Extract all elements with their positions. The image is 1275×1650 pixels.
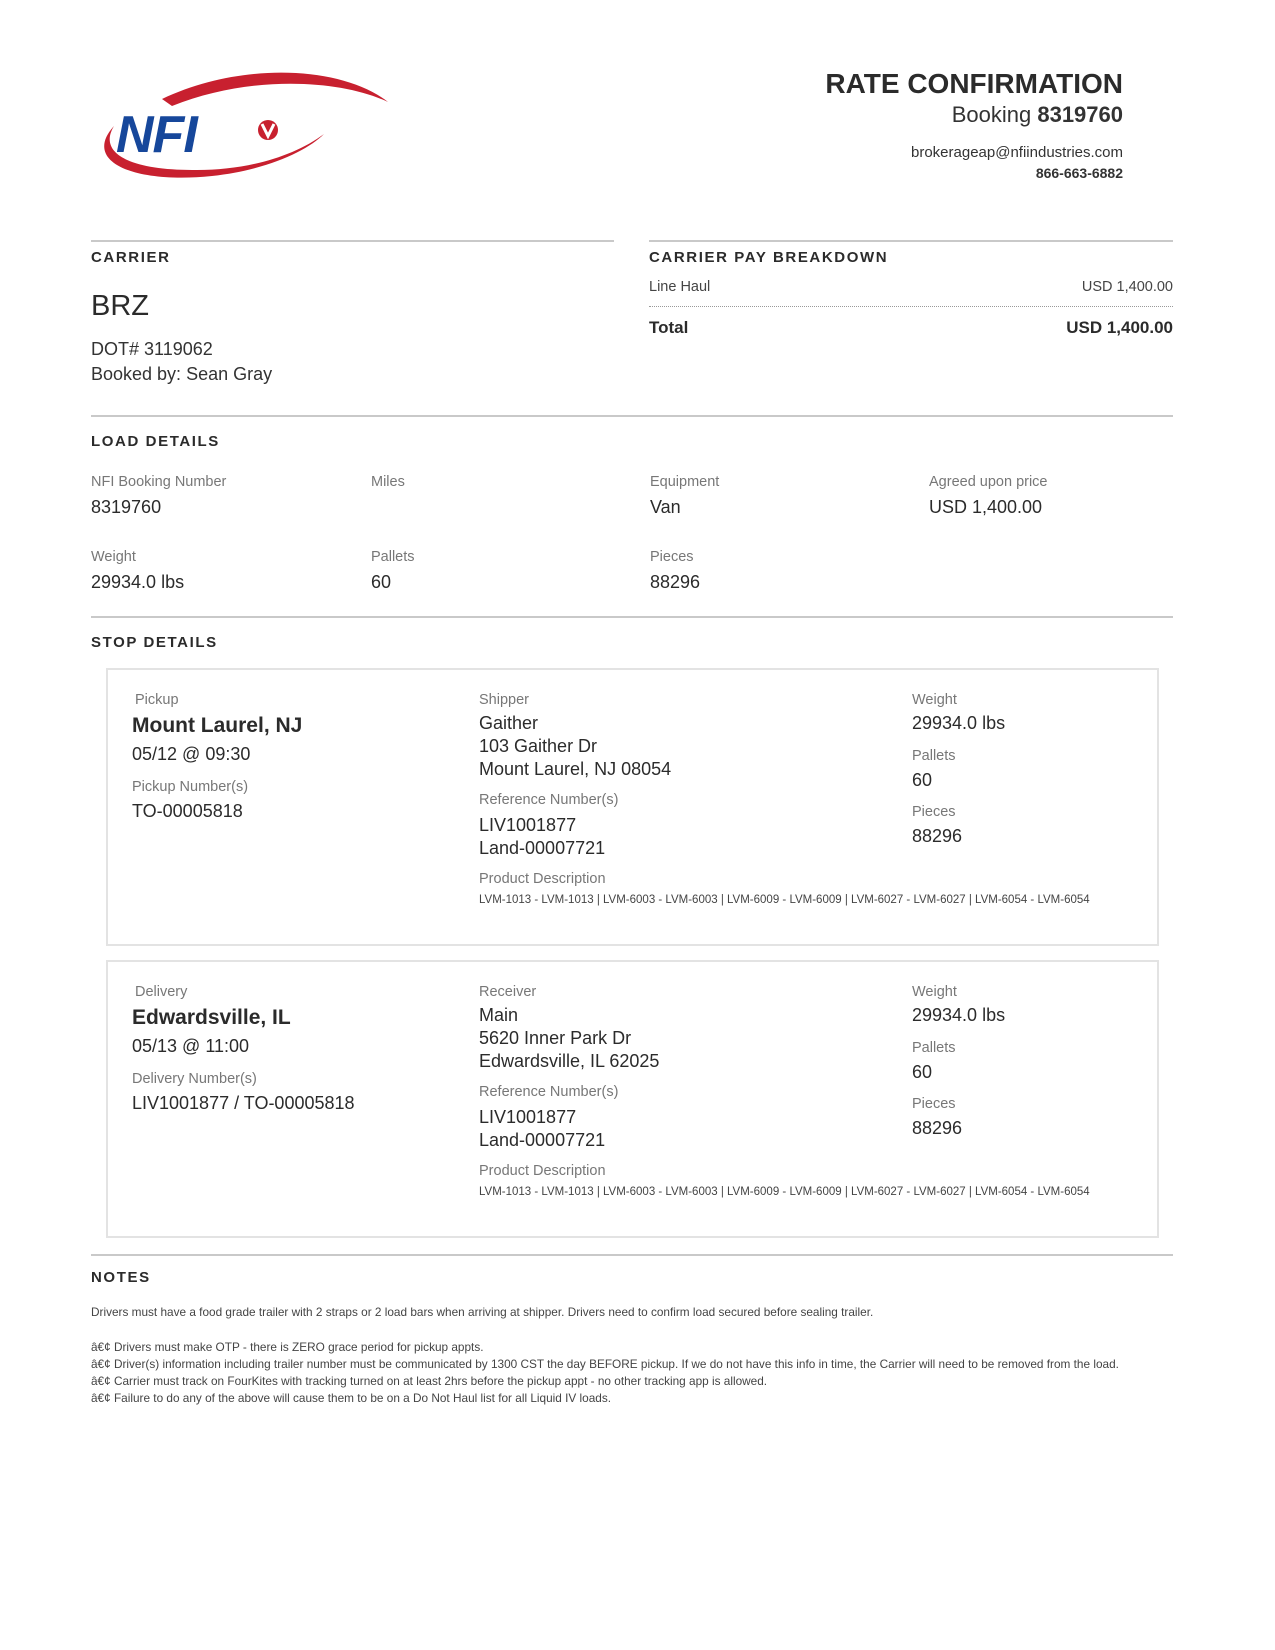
notes-section-title: NOTES — [91, 1269, 151, 1286]
contact-email[interactable]: brokerageap@nfiindustries.com — [911, 144, 1123, 161]
stop-number-value: LIV1001877 / TO-00005818 — [132, 1093, 355, 1113]
pallets-value: 60 — [371, 572, 392, 592]
pallets-label: Pallets — [371, 549, 415, 565]
reference-label: Reference Number(s) — [479, 792, 619, 808]
party-label: Shipper — [479, 692, 529, 708]
stop-type-label: Delivery — [135, 984, 188, 1000]
divider — [91, 415, 1173, 417]
stop-pallets-label: Pallets — [912, 1040, 956, 1056]
notes-intro: Drivers must have a food grade trailer with 2 straps or 2 load bars when arriving at shipper. Drivers need to confirm load secured before sealing trailer. — [91, 1305, 874, 1319]
stop-pieces-label: Pieces — [912, 804, 956, 820]
stops-section-title: STOP DETAILS — [91, 634, 218, 651]
divider — [91, 1254, 1173, 1256]
party-name: Main — [479, 1005, 519, 1025]
stop-pieces-value: 88296 — [912, 1118, 963, 1138]
miles-label: Miles — [371, 474, 405, 490]
divider — [649, 240, 1173, 242]
party-address1: 103 Gaither Dr — [479, 736, 598, 756]
stop-number-value: TO-00005818 — [132, 801, 243, 821]
reference-1: LIV1001877 — [479, 1107, 577, 1127]
weight-label: Weight — [91, 549, 136, 565]
weight-value: 29934.0 lbs — [91, 572, 185, 592]
stop-weight-label: Weight — [912, 692, 957, 708]
party-name: Gaither — [479, 713, 539, 733]
company-logo — [92, 66, 392, 186]
total-value: USD 1,400.00 — [1066, 318, 1173, 337]
booking-line — [952, 102, 1123, 128]
note-item: â€¢ Failure to do any of the above will cause them to be on a Do Not Haul list for all Liquid IV loads. — [91, 1391, 612, 1405]
stop-number-label: Pickup Number(s) — [132, 779, 249, 795]
divider — [91, 616, 1173, 618]
equipment-label: Equipment — [650, 474, 720, 490]
carrier-dot: DOT# 3119062 — [91, 339, 213, 359]
stop-number-label: Delivery Number(s) — [132, 1071, 257, 1087]
line-haul-value: USD 1,400.00 — [1081, 279, 1173, 295]
reference-label: Reference Number(s) — [479, 1084, 619, 1100]
pieces-label: Pieces — [650, 549, 694, 565]
stop-card-pickup — [106, 668, 1159, 946]
stop-datetime: 05/12 @ 09:30 — [132, 744, 251, 764]
stop-pallets-value: 60 — [912, 1062, 933, 1082]
note-item: â€¢ Driver(s) information including trailer number must be communicated by 1300 CST the day BEFORE pickup. If we do not have this info in time, the Carrier will need to be removed from the load. — [91, 1357, 1119, 1371]
party-address1: 5620 Inner Park Dr — [479, 1028, 632, 1048]
price-label: Agreed upon price — [929, 474, 1048, 490]
equipment-value: Van — [650, 497, 681, 517]
doc-title: RATE CONFIRMATION — [825, 68, 1123, 99]
pay-section-title: CARRIER PAY BREAKDOWN — [649, 249, 889, 266]
contact-phone: 866-663-6882 — [1035, 165, 1123, 181]
load-section-title: LOAD DETAILS — [91, 433, 220, 450]
party-label: Receiver — [479, 984, 537, 1000]
reference-2: Land-00007721 — [479, 1130, 606, 1150]
divider — [91, 240, 614, 242]
product-label: Product Description — [479, 1163, 606, 1179]
total-label: Total — [649, 318, 689, 337]
carrier-booked-by: Booked by: Sean Gray — [91, 364, 273, 384]
stop-city: Mount Laurel, NJ — [132, 714, 303, 737]
stop-pieces-value: 88296 — [912, 826, 963, 846]
booking-prefix: Booking — [951, 102, 1032, 127]
party-address2: Mount Laurel, NJ 08054 — [479, 759, 672, 779]
product-value: LVM-1013 - LVM-1013 | LVM-6003 - LVM-6003 | LVM-6009 - LVM-6009 | LVM-6027 - LVM-6027 | LVM-6054 - LVM-6054 — [479, 1186, 1090, 1198]
stop-weight-value: 29934.0 lbs — [912, 713, 1006, 733]
party-address2: Edwardsville, IL 62025 — [479, 1051, 660, 1071]
carrier-section-title: CARRIER — [91, 249, 171, 266]
svg-text:NFI: NFI — [116, 106, 197, 164]
stop-pieces-label: Pieces — [912, 1096, 956, 1112]
pay-dotted-rule — [649, 306, 1173, 307]
stop-weight-value: 29934.0 lbs — [912, 1005, 1006, 1025]
carrier-name: BRZ — [91, 290, 149, 322]
reference-1: LIV1001877 — [479, 815, 577, 835]
stop-pallets-label: Pallets — [912, 748, 956, 764]
booking-number-label: NFI Booking Number — [91, 474, 227, 490]
stop-city: Edwardsville, IL — [132, 1006, 291, 1029]
booking-number: 8319760 — [1037, 102, 1123, 127]
stop-type-label: Pickup — [135, 692, 179, 708]
booking-number-value: 8319760 — [91, 497, 162, 517]
product-label: Product Description — [479, 871, 606, 887]
stop-weight-label: Weight — [912, 984, 957, 1000]
reference-2: Land-00007721 — [479, 838, 606, 858]
stop-pallets-value: 60 — [912, 770, 933, 790]
line-haul-label: Line Haul — [649, 279, 711, 295]
product-value: LVM-1013 - LVM-1013 | LVM-6003 - LVM-6003 | LVM-6009 - LVM-6009 | LVM-6027 - LVM-6027 | LVM-6054 - LVM-6054 — [479, 894, 1090, 906]
pieces-value: 88296 — [650, 572, 701, 592]
note-item: â€¢ Carrier must track on FourKites with tracking turned on at least 2hrs before the pickup appt - no other tracking app is allowed. — [91, 1374, 768, 1388]
stop-card-delivery — [106, 960, 1159, 1238]
stop-datetime: 05/13 @ 11:00 — [132, 1036, 250, 1056]
notes-body — [91, 1304, 1173, 1407]
price-value: USD 1,400.00 — [929, 497, 1043, 517]
note-item: â€¢ Drivers must make OTP - there is ZERO grace period for pickup appts. — [91, 1340, 484, 1354]
